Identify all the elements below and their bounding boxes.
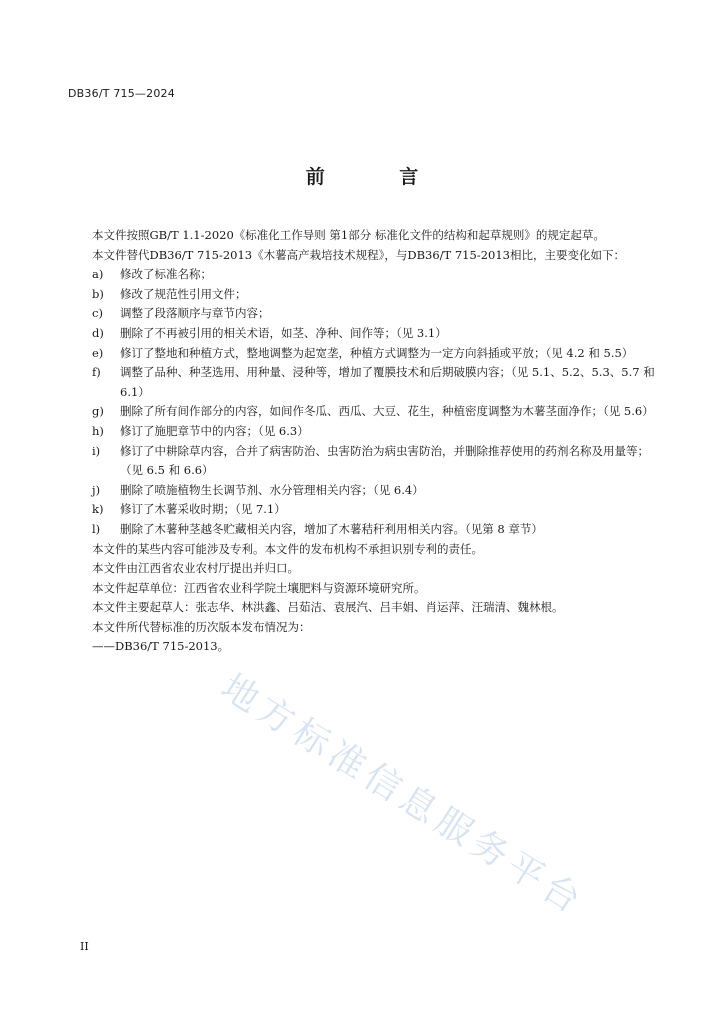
paragraph-patent: 本文件的某些内容可能涉及专利。本文件的发布机构不承担识别专利的责任。 bbox=[92, 541, 483, 556]
list-marker: l) bbox=[92, 521, 101, 536]
list-item bbox=[68, 304, 656, 324]
list-item bbox=[68, 285, 656, 305]
list-marker: b) bbox=[92, 286, 104, 301]
list-marker: k) bbox=[92, 502, 104, 517]
list-marker: f) bbox=[92, 365, 101, 380]
list-marker: i) bbox=[92, 443, 101, 458]
list-text: 调整了段落顺序与章节内容； bbox=[120, 306, 270, 321]
list-marker: h) bbox=[92, 423, 104, 438]
list-item bbox=[68, 520, 656, 540]
document-body bbox=[68, 226, 656, 657]
watermark: 地方标准信息服务平台 bbox=[214, 666, 592, 925]
list-marker: a) bbox=[92, 267, 104, 282]
page-title: 前 言 bbox=[305, 166, 453, 188]
list-item bbox=[68, 481, 656, 501]
list-text: 修订了木薯采收时期；（见 7.1） bbox=[120, 502, 286, 517]
paragraph-drafting-unit: 本文件起草单位：江西省农业科学院土壤肥料与资源环境研究所。 bbox=[92, 580, 426, 595]
paragraph-drafting-rules: 本文件按照GB/T 1.1-2020《标准化工作导则 第1部分 标准化文件的结构和起草规则》的规定起草。 bbox=[92, 228, 605, 242]
list-item bbox=[68, 500, 656, 520]
list-text: 修订了中耕除草内容，合并了病害防治、虫害防治为病虫害防治，并删除推荐使用的药剂名称及用量等；（见 6.5 和 6.6） bbox=[120, 443, 649, 478]
list-item bbox=[68, 344, 656, 364]
paragraph-history-version: ——DB36/T 715-2013。 bbox=[92, 639, 230, 654]
list-marker: c) bbox=[92, 306, 103, 321]
paragraph-proposer: 本文件由江西省农业农村厅提出并归口。 bbox=[92, 561, 299, 576]
list-marker: e) bbox=[92, 345, 104, 360]
list-text: 修订了施肥章节中的内容；（见 6.3） bbox=[120, 423, 309, 438]
list-item bbox=[68, 265, 656, 285]
list-item bbox=[68, 402, 656, 422]
list-text: 删除了不再被引用的相关术语，如茎、净种、间作等；（见 3.1） bbox=[120, 325, 447, 340]
list-marker: j) bbox=[92, 482, 101, 497]
list-item bbox=[68, 324, 656, 344]
list-text: 修订了整地和种植方式，整地调整为起宽垄，种植方式调整为一定方向斜插或平放；（见 4.2 和 5.5） bbox=[120, 345, 634, 360]
list-marker: d) bbox=[92, 325, 104, 340]
list-text: 修改了标准名称； bbox=[120, 267, 212, 282]
paragraph-replacement: 本文件替代DB36/T 715-2013《木薯高产栽培技术规程》，与DB36/T 715-2013相比，主要变化如下： bbox=[92, 247, 625, 262]
document-code: DB36/T 715—2024 bbox=[68, 87, 175, 100]
paragraph-history: 本文件所代替标准的历次版本发布情况为： bbox=[92, 619, 311, 634]
list-text: 删除了所有间作部分的内容，如间作冬瓜、西瓜、大豆、花生，种植密度调整为木薯茎面净作；（见 5.6） bbox=[120, 404, 654, 419]
list-text: 删除了木薯种茎越冬贮藏相关内容，增加了木薯秸秆利用相关内容。（见第 8 章节） bbox=[120, 521, 543, 536]
list-text: 修改了规范性引用文件； bbox=[120, 286, 247, 301]
list-marker: g) bbox=[92, 404, 104, 419]
list-item bbox=[68, 442, 656, 481]
list-text: 调整了品种、种茎选用、用种量、浸种等，增加了覆膜技术和后期破膜内容；（见 5.1、5.2、5.3、5.7 和 6.1） bbox=[120, 365, 655, 399]
list-text: 删除了喷施植物生长调节剂、水分管理相关内容；（见 6.4） bbox=[120, 482, 424, 497]
page-number: II bbox=[80, 940, 89, 953]
list-item bbox=[68, 363, 656, 402]
list-item bbox=[68, 422, 656, 442]
paragraph-drafters: 本文件主要起草人：张志华、林洪鑫、吕茹洁、袁展汽、吕丰娟、肖运萍、汪瑞清、魏林根。 bbox=[92, 600, 564, 615]
